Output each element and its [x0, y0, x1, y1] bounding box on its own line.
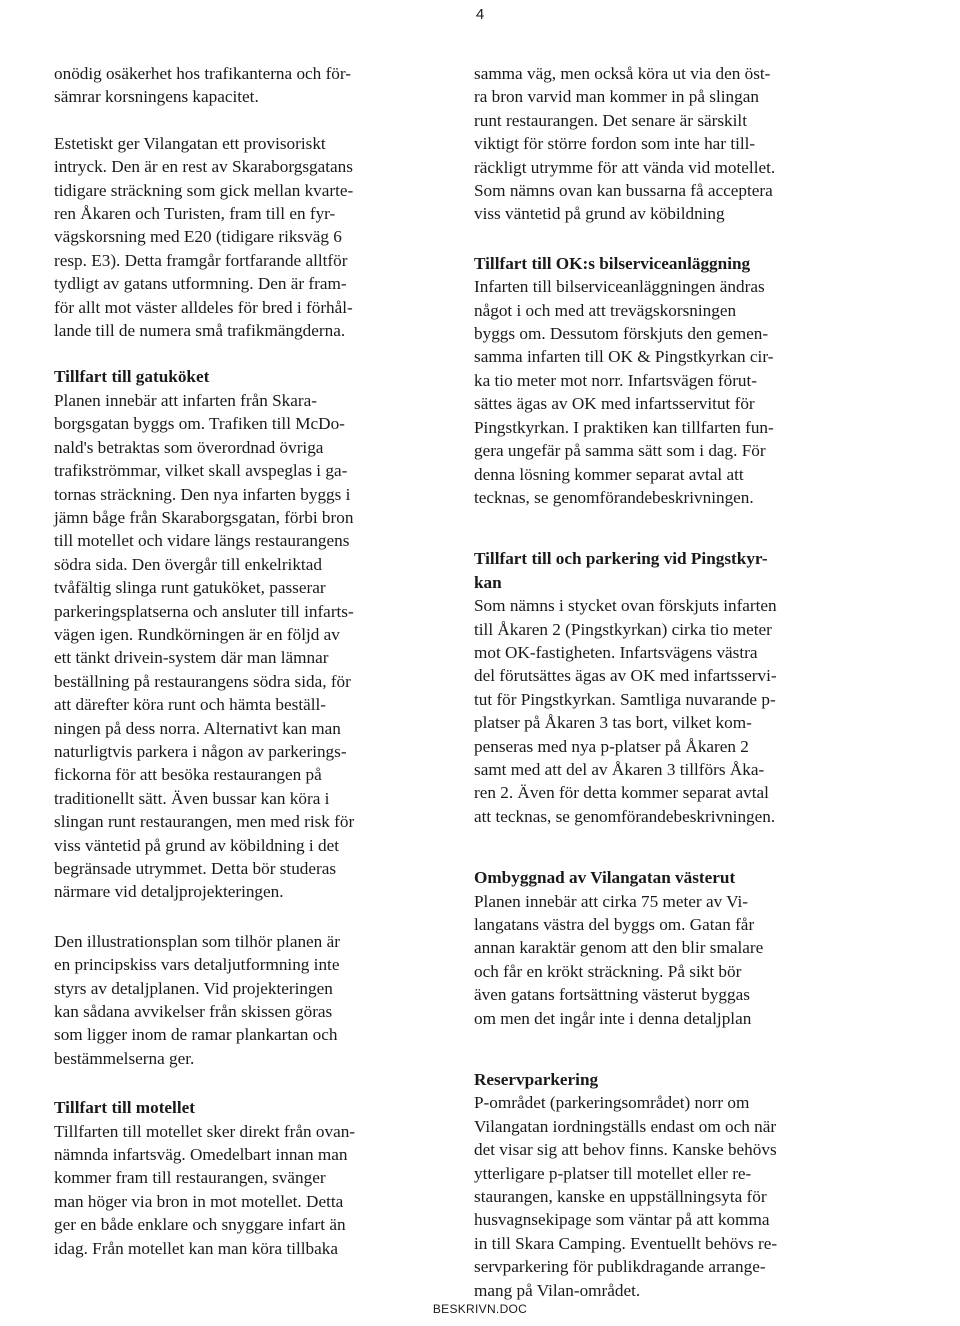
paragraph-line: tvåfältig slinga runt gatuköket, passerar	[54, 578, 326, 598]
paragraph-line: traditionellt sätt. Även bussar kan köra i	[54, 788, 330, 808]
paragraph-line: tydligt av gatans utformning. Den är fram-	[54, 274, 347, 294]
paragraph-line: Pingstkyrkan. I praktiken kan tillfarten fun-	[474, 417, 774, 437]
paragraph-line: att tecknas, se genomförandebeskrivningen.	[474, 806, 776, 826]
paragraph-line: sämrar korsningens kapacitet.	[54, 87, 259, 107]
paragraph-line: mang på Vilan-området.	[474, 1280, 641, 1300]
page-number: 4	[475, 6, 485, 23]
paragraph-line: närmare vid detaljprojekteringen.	[54, 882, 284, 902]
paragraph-line: fickorna för att besöka restaurangen på	[54, 765, 322, 785]
paragraph-line: till Åkaren 2 (Pingstkyrkan) cirka tio meter	[474, 619, 772, 639]
paragraph-line: parkeringsplatserna och ansluter till infarts-	[54, 601, 354, 621]
paragraph-line: ett tänkt drivein-system där man lämnar	[54, 648, 329, 668]
paragraph-line: in till Skara Camping. Eventuellt behövs re-	[474, 1233, 778, 1253]
paragraph-line: tidigare sträckning som gick mellan kvarte-	[54, 180, 354, 200]
paragraph-line: P-området (parkeringsområdet) norr om	[474, 1093, 750, 1113]
paragraph-line: del förutsättes ägas av OK med infartsservi-	[474, 666, 777, 686]
paragraph-line: vägskorsning med E20 (tidigare riksväg 6	[54, 227, 342, 247]
paragraph-line: kommer fram till restaurangen, svänger	[54, 1168, 326, 1188]
paragraph-line: slingan runt restaurangen, men med risk för	[54, 812, 355, 832]
paragraph-line: bestämmelserna ger.	[54, 1048, 195, 1068]
paragraph-line: Den illustrationsplan som tilhör planen är	[54, 931, 340, 951]
paragraph-line: södra sida. Den övergår till enkelriktad	[54, 554, 322, 574]
paragraph-line: ningen på dess norra. Alternativt kan man	[54, 718, 341, 738]
paragraph-line: samma infarten till OK & Pingstkyrkan cir-	[474, 347, 774, 367]
footer-filename: BESKRIVN.DOC	[432, 1302, 528, 1316]
paragraph-line: viss väntetid på grund av köbildning	[474, 204, 725, 224]
paragraph-line: penseras med nya p-platser på Åkaren 2	[474, 736, 749, 756]
paragraph-line: mot OK-fastigheten. Infartsvägens västra	[474, 642, 758, 662]
paragraph-line: resp. E3). Detta framgår fortfarande alltför	[54, 250, 348, 270]
paragraph-line: om men det ingår inte i denna detaljplan	[474, 1008, 752, 1028]
section-heading: Tillfart till OK:s bilserviceanläggning	[474, 253, 751, 273]
paragraph-line: som ligger inom de ramar plankartan och	[54, 1025, 338, 1045]
section-heading: Reservparkering	[474, 1070, 599, 1090]
paragraph-line: kan sådana avvikelser från skissen göras	[54, 1002, 333, 1022]
paragraph-line: denna lösning kommer separat avtal att	[474, 464, 744, 484]
paragraph-line: Som nämns ovan kan bussarna få acceptera	[474, 181, 773, 201]
paragraph-line: samt med att del av Åkaren 3 tillförs Åka-	[474, 759, 765, 779]
paragraph-line: en principskiss vars detaljutformning inte	[54, 955, 340, 975]
section-heading: Tillfart till gatuköket	[54, 367, 210, 387]
paragraph-line: trafikströmmar, vilket skall avspeglas i ga-	[54, 461, 348, 481]
paragraph-line: platser på Åkaren 3 tas bort, vilket kom-	[474, 713, 752, 733]
paragraph-line: styrs av detaljplanen. Vid projekteringen	[54, 978, 333, 998]
paragraph-line: begränsade utrymmet. Detta bör studeras	[54, 859, 337, 878]
paragraph-line: annan karaktär genom att den blir smalare	[474, 938, 764, 958]
paragraph-line: tut för Pingstkyrkan. Samtliga nuvarande p-	[474, 689, 776, 709]
paragraph-line: Infarten till bilserviceanläggningen ändras	[474, 277, 765, 297]
paragraph-line: Planen innebär att infarten från Skara-	[54, 390, 317, 410]
paragraph-line: staurangen, kanske en uppställningsyta för	[474, 1187, 767, 1207]
paragraph-line: räckligt utrymme för att vända vid motellet.	[474, 157, 776, 177]
paragraph-line: Estetiskt ger Vilangatan ett provisoriskt	[54, 133, 326, 153]
paragraph-line: jämn båge från Skaraborgsgatan, förbi bron	[54, 507, 354, 527]
paragraph-line: Planen innebär att cirka 75 meter av Vi-	[474, 891, 749, 911]
paragraph-line: byggs om. Dessutom förskjuts den gemen-	[474, 324, 769, 344]
paragraph-line: Vilangatan iordningställs endast om och när	[474, 1116, 777, 1136]
paragraph-line: ytterligare p-platser till motellet eller re-	[474, 1163, 752, 1183]
paragraph-line: Tillfarten till motellet sker direkt från ovan-	[54, 1121, 356, 1141]
paragraph-line: onödig osäkerhet hos trafikanterna och för-	[54, 64, 351, 83]
paragraph-line: gera ungefär på samma sätt som i dag. För	[474, 441, 766, 461]
paragraph-line: viss väntetid på grund av köbildning i det	[54, 835, 339, 855]
paragraph-line: nämnda infartsväg. Omedelbart innan man	[54, 1145, 348, 1165]
paragraph-line: servparkering för publikdragande arrange-	[474, 1257, 766, 1277]
section-heading: Tillfart till och parkering vid Pingstkyr-	[474, 549, 768, 569]
paragraph-line: samma väg, men också köra ut via den öst-	[474, 64, 771, 83]
left-column	[54, 62, 454, 1260]
paragraph-line: även gatans fortsättning västerut byggas	[474, 985, 750, 1005]
paragraph-line: att därefter köra runt och hämta beställ-	[54, 695, 327, 715]
paragraph-line: naturligtvis parkera i någon av parkerings-	[54, 741, 347, 761]
paragraph-line: ra bron varvid man kommer in på slingan	[474, 87, 759, 107]
paragraph-line: idag. Från motellet kan man köra tillbaka	[54, 1238, 338, 1258]
paragraph-line: ren 2. Även för detta kommer separat avtal	[474, 783, 769, 803]
section-heading: Tillfart till motellet	[54, 1098, 195, 1118]
paragraph-line: intryck. Den är en rest av Skaraborgsgatans	[54, 157, 353, 177]
paragraph-line: tornas sträckning. Den nya infarten byggs i	[54, 484, 351, 504]
paragraph-line: för allt mot väster alldeles för bred i förhål-	[54, 297, 353, 317]
paragraph-line: man höger via bron in mot motellet. Detta	[54, 1191, 344, 1211]
paragraph-line: det visar sig att behov finns. Kanske behövs	[474, 1140, 777, 1160]
section-heading: kan	[474, 572, 502, 592]
paragraph-line: beställning på restaurangens södra sida, för	[54, 671, 351, 691]
paragraph-line: borgsgatan byggs om. Trafiken till McDo-	[54, 414, 345, 434]
paragraph-line: ren Åkaren och Turisten, fram till en fyr-	[54, 204, 336, 224]
paragraph-line: något i och med att trevägskorsningen	[474, 300, 737, 320]
paragraph-line: lande till de numera små trafikmängderna.	[54, 321, 346, 341]
paragraph-line: langatans västra del byggs om. Gatan får	[474, 915, 755, 934]
paragraph-line: vägen igen. Rundkörningen är en följd av	[54, 624, 340, 644]
paragraph-line: runt restaurangen. Det senare är särskilt	[474, 110, 747, 130]
paragraph-line: och får en krökt sträckning. På sikt bör	[474, 961, 742, 981]
paragraph-line: Som nämns i stycket ovan förskjuts infarten	[474, 596, 777, 616]
paragraph-line: viktigt för större fordon som inte har till-	[474, 134, 756, 154]
right-column	[474, 62, 838, 1302]
paragraph-line: ka tio meter mot norr. Infartsvägen förut-	[474, 370, 758, 390]
paragraph-line: nald's betraktas som överordnad övriga	[54, 437, 324, 457]
section-heading: Ombyggnad av Vilangatan västerut	[474, 868, 736, 888]
paragraph-line: husvagnsekipage som väntar på att komma	[474, 1210, 770, 1230]
paragraph-line: ger en både enklare och snyggare infart än	[54, 1215, 346, 1235]
paragraph-line: tecknas, se genomförandebeskrivningen.	[474, 487, 754, 507]
paragraph-line: sättes ägas av OK med infartsservitut för	[474, 394, 755, 414]
paragraph-line: till motellet och vidare längs restaurangens	[54, 531, 350, 551]
